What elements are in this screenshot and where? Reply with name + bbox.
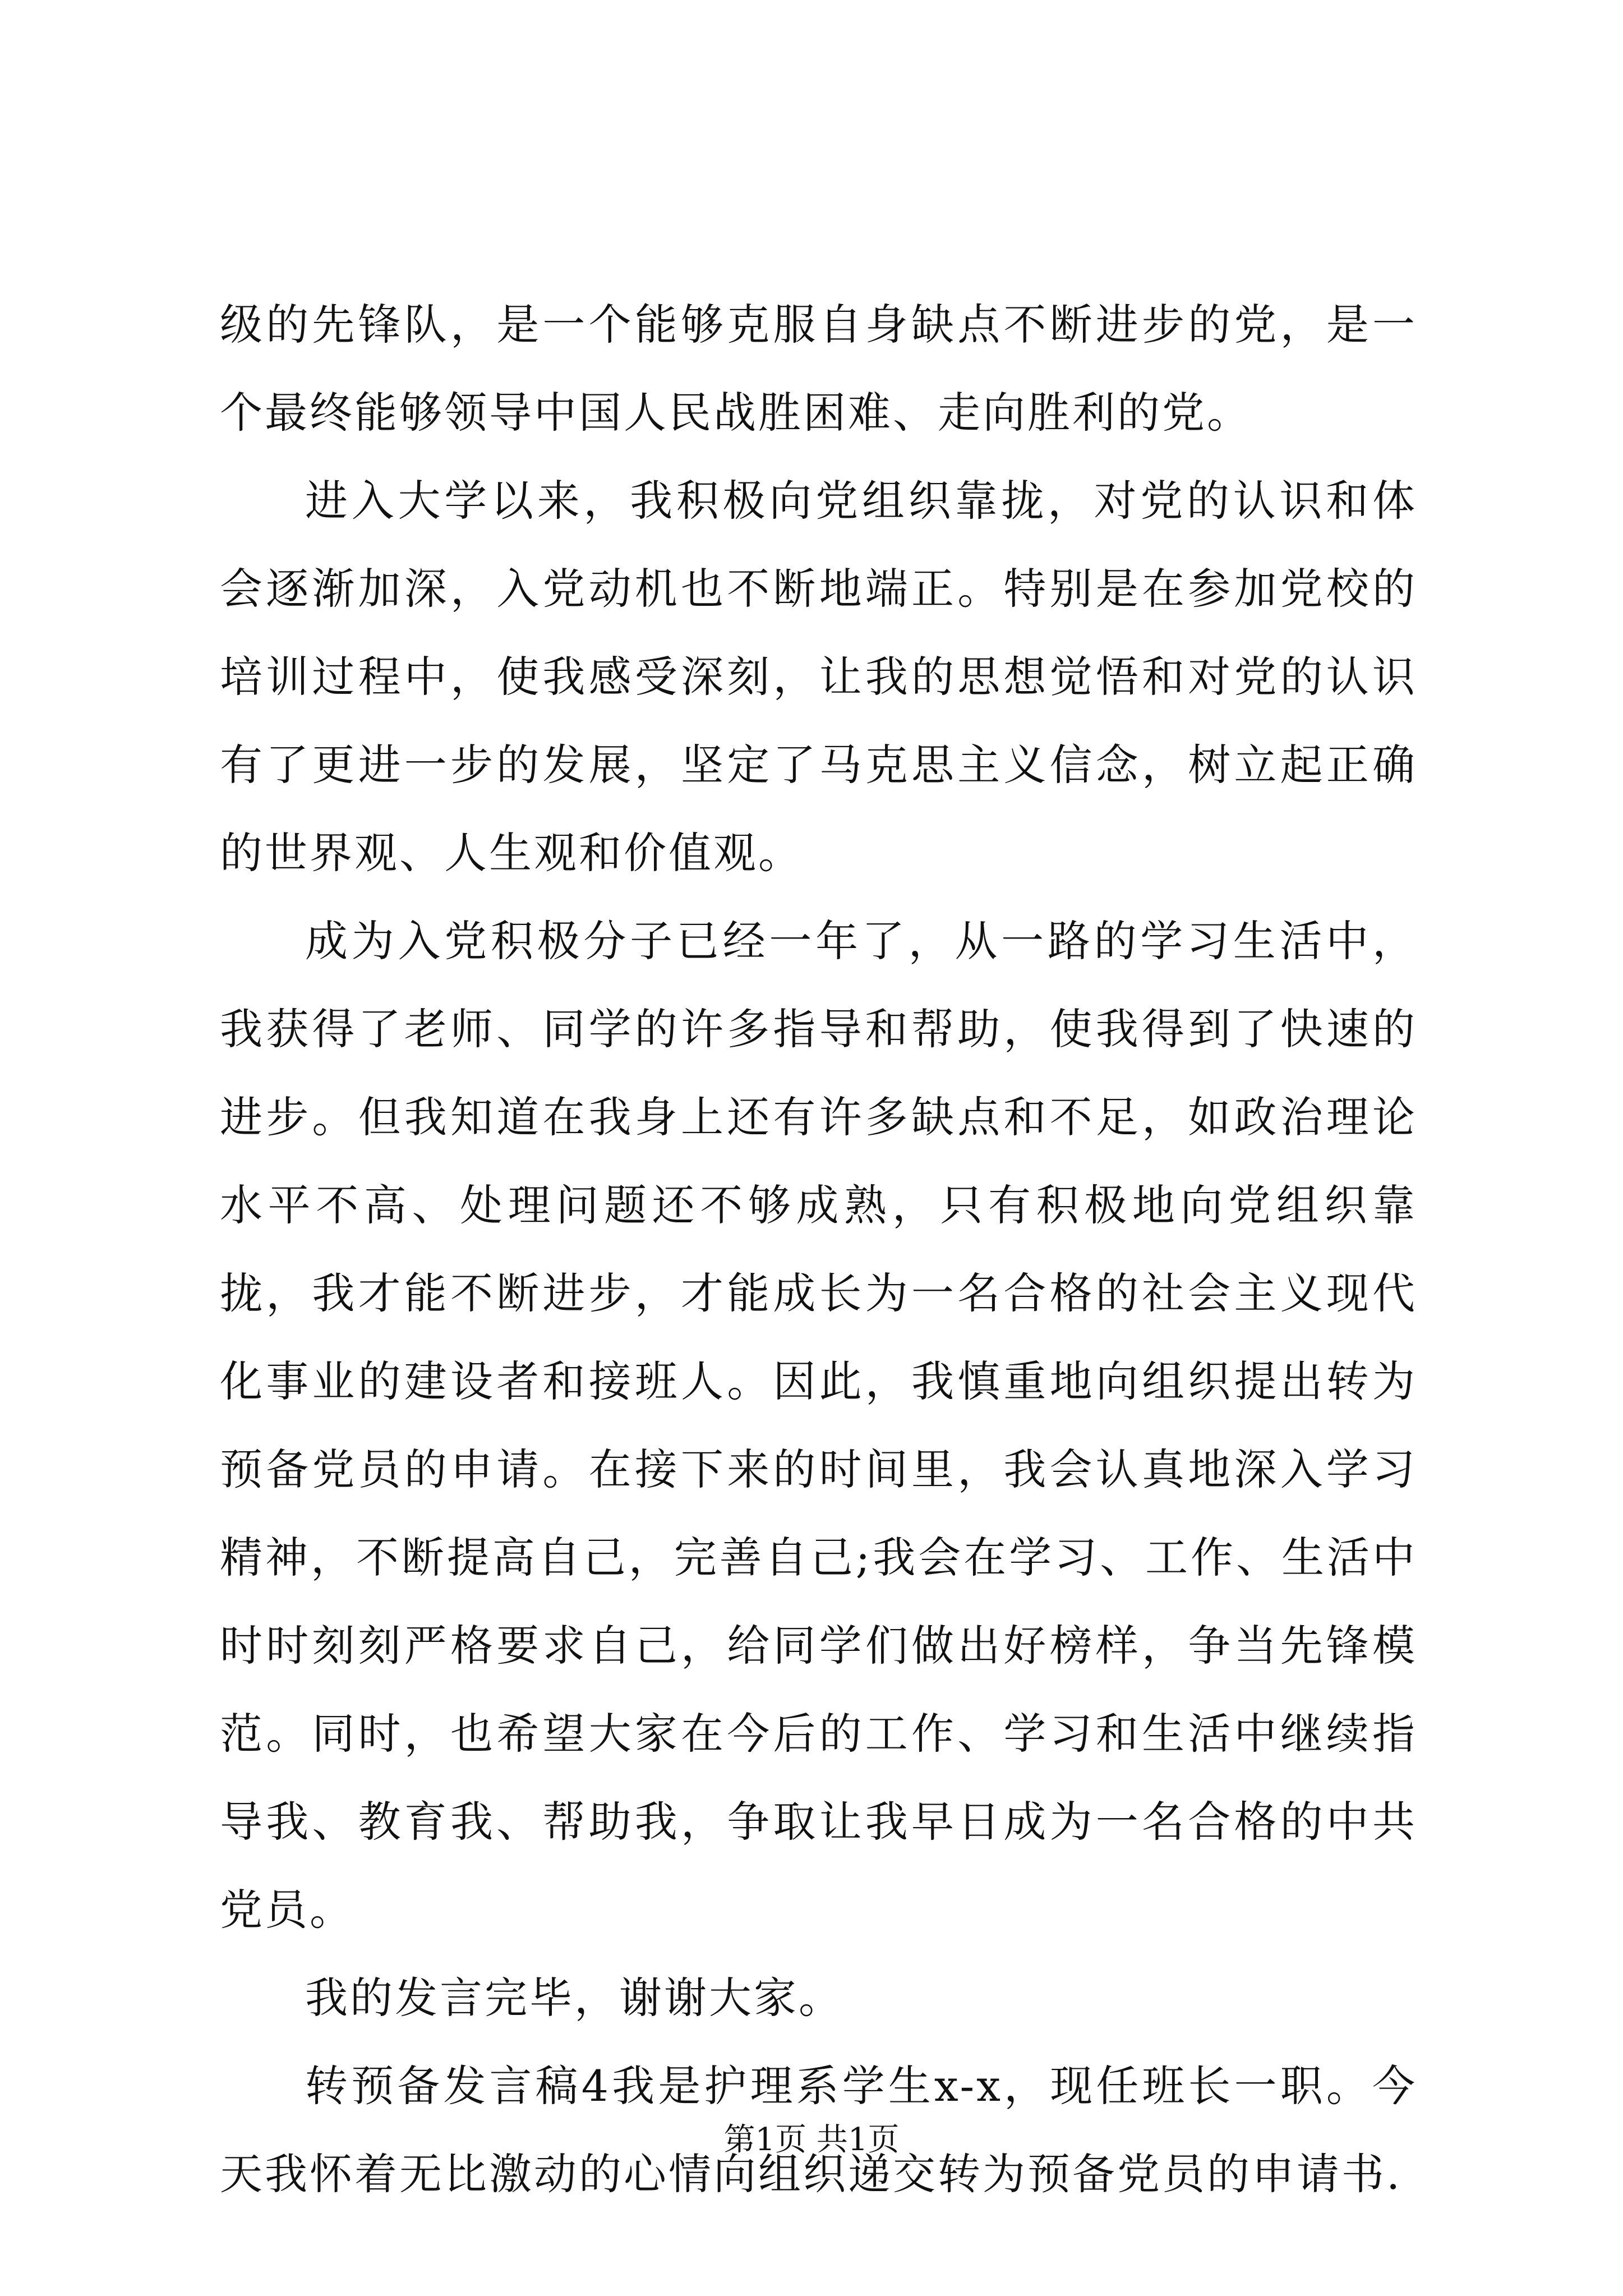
document-body (220, 280, 1417, 2218)
paragraph-1: 级的先锋队，是一个能够克服自身缺点不断进步的党，是一个最终能够领导中国人民战胜困难、走向胜利的党。 (220, 300, 1417, 438)
paragraph-5: 转预备发言稿4我是护理系学生x-x，现任班长一职。今天我怀着无比激动的心情向组织递交转为预备党员的申请书. (220, 2061, 1417, 2199)
page-footer (0, 2115, 1623, 2160)
page-number-label: 第1页 共1页 (723, 2122, 900, 2158)
paragraph-3: 成为入党积极分子已经一年了，从一路的学习生活中，我获得了老师、同学的许多指导和帮助，使我得到了快速的进步。但我知道在我身上还有许多缺点和不足，如政治理论水平不高、处理问题还不够成熟，只有积极地向党组织靠拢，我才能不断进步，才能成长为一名合格的社会主义现代化事业的建设者和接班人。因此，我慎重地向组织提出转为预备党员的申请。在接下来的时间里，我会认真地深入学习精神，不断提高自己，完善自己;我会在学习、工作、生活中时时刻刻严格要求自己，给同学们做出好榜样，争当先锋模范。同时，也希望大家在今后的工作、学习和生活中继续指导我、教育我、帮助我，争取让我早日成为一名合格的中共党员。 (220, 916, 1417, 1935)
paragraph-2: 进入大学以来，我积极向党组织靠拢，对党的认识和体会逐渐加深，入党动机也不断地端正。特别是在参加党校的培训过程中，使我感受深刻，让我的思想觉悟和对党的认识有了更进一步的发展，坚定了马克思主义信念，树立起正确的世界观、人生观和价值观。 (220, 476, 1417, 878)
paragraph-4: 我的发言完毕，谢谢大家。 (305, 1973, 843, 2023)
